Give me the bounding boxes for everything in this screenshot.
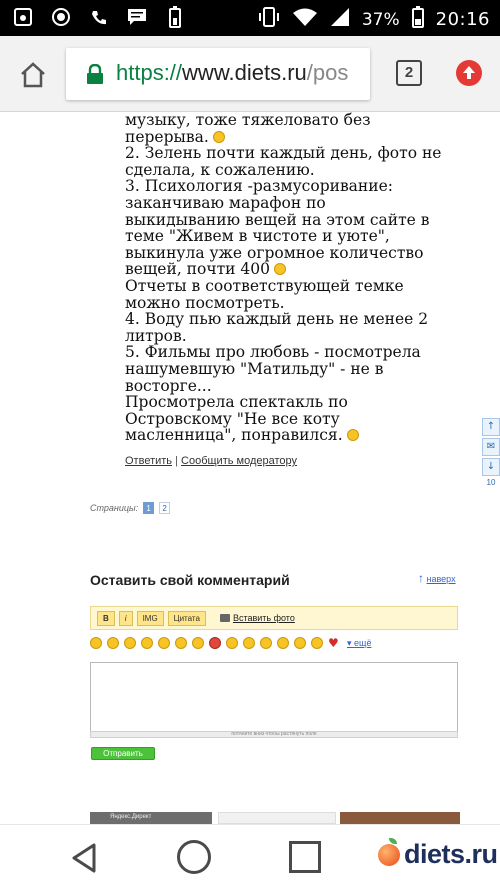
camera-icon [50,6,72,28]
smiley-icon[interactable] [107,637,119,649]
smile-smiley-icon [347,429,359,441]
scroll-down-icon[interactable]: ↓ [482,458,500,476]
url-host: www.diets.ru [182,60,307,85]
more-smileys-label: ещё [354,637,372,648]
back-to-top-link[interactable] [418,571,456,585]
ad-block[interactable]: Яндекс.Директ [90,812,212,824]
smiley-icon[interactable] [243,637,255,649]
post-line: литров. [125,326,187,345]
wifi-icon [292,7,318,32]
post-line: заканчиваю марафон по [125,193,326,212]
post-body [125,112,455,444]
ad-block[interactable] [340,812,460,824]
smiley-icon[interactable] [226,637,238,649]
smiley-icon[interactable] [90,637,102,649]
post-line [125,261,455,278]
scroll-up-icon[interactable]: ↑ [482,418,500,436]
url-path: /pos [306,60,349,85]
gallery-icon [12,6,34,28]
signal-icon [330,7,350,32]
recent-apps-icon[interactable] [289,841,321,873]
grin-smiley-icon [213,131,225,143]
smiley-picker [90,637,371,649]
editor-toolbar [90,606,458,630]
arrow-up-icon: ↑ [418,571,424,585]
post-line [125,427,455,444]
ad-block[interactable] [218,812,336,824]
heart-icon[interactable]: ♥ [328,636,339,650]
post-actions [125,455,297,467]
tab-switcher-button[interactable]: 2 [396,60,422,86]
home-circle-icon[interactable] [177,840,211,874]
browser-toolbar [0,36,500,112]
wink-smiley-icon [274,263,286,275]
smiley-icon[interactable] [175,637,187,649]
kiss-smiley-icon[interactable] [209,637,221,649]
post-line [125,129,455,146]
notification-icons [12,6,186,28]
smiley-icon[interactable] [192,637,204,649]
insert-photo-link[interactable] [220,613,295,623]
post-line: выкинула уже огромное количество [125,243,424,262]
lock-icon [86,64,104,84]
pagination [90,502,170,514]
post-line: выкидыванию вещей на этом сайте в [125,210,430,229]
post-line: теме "Живем в чистоте и уюте", [125,227,390,246]
quote-button[interactable]: Цитата [168,611,206,626]
italic-button[interactable]: i [119,611,133,626]
camera-icon [220,614,230,622]
page-link[interactable]: 2 [159,502,170,514]
system-status [258,6,490,33]
clock: 20:16 [435,9,490,30]
smiley-icon[interactable] [124,637,136,649]
post-line: 2. Зелень почти каждый день, фото не [125,144,442,163]
insert-photo-label: Вставить фото [232,613,295,623]
vibrate-icon [258,6,280,33]
post-line-text: вещей, почти 400 [125,260,270,279]
battery-percent: 37% [361,9,400,30]
report-moderator-link[interactable]: Сообщить модератору [181,455,298,467]
post-line-text: перерыва. [125,127,209,146]
smiley-icon[interactable] [311,637,323,649]
missed-call-icon [88,6,110,28]
smiley-icon[interactable] [158,637,170,649]
page-link-current[interactable]: 1 [143,502,154,514]
home-icon[interactable] [18,60,48,90]
post-line: 4. Воду пью каждый день не менее 2 [125,310,429,329]
brand-name: diets.ru [404,839,498,869]
post-line: Отчеты в соответствующей темке [125,276,404,295]
smiley-icon[interactable] [277,637,289,649]
post-line: музыку, тоже тяжеловато без [125,111,371,129]
side-widgets [482,418,500,487]
status-bar [0,0,500,36]
url-text [116,60,348,86]
more-smileys-link[interactable]: ▾ ещё [347,637,372,648]
smiley-icon[interactable] [294,637,306,649]
share-icon[interactable]: ✉ [482,438,500,456]
comment-textarea[interactable] [90,662,458,736]
diets-logo [378,839,498,870]
link-separator: | [175,455,178,467]
update-icon[interactable] [456,60,482,86]
image-button[interactable]: IMG [137,611,164,626]
url-scheme: https:// [116,60,183,85]
post-line: 5. Фильмы про любовь - посмотрела [125,343,421,362]
post-line: можно посмотреть. [125,293,285,312]
smiley-icon[interactable] [260,637,272,649]
battery-icon [412,6,424,33]
address-bar[interactable] [66,48,370,100]
back-icon[interactable] [68,841,102,875]
reply-link[interactable]: Ответить [125,455,173,467]
post-line: сделала, к сожалению. [125,160,315,179]
navigation-bar [0,824,500,888]
post-line: нашумевшую "Матильду" - не в [125,359,384,378]
submit-button[interactable]: Отправить [91,747,155,760]
apple-logo-icon [378,844,400,866]
smiley-icon[interactable] [141,637,153,649]
back-to-top-label: наверх [426,574,456,584]
post-line: 3. Психология -размусоривание: [125,177,393,196]
bold-button[interactable]: B [97,611,115,626]
post-line: восторге... [125,376,212,395]
comment-form-title: Оставить свой комментарий [90,572,290,588]
pagination-label: Страницы: [90,503,139,513]
textarea-resize-handle[interactable]: потяните вниз чтобы растянуть поле [90,731,458,738]
post-line-text: масленница", понравился. [125,426,343,445]
message-icon [126,6,148,28]
widget-count: 10 [486,478,496,487]
post-line: Просмотрела спектакль по [125,393,348,412]
ad-strip [90,812,460,824]
battery-alert-icon [164,6,186,28]
post-line: Островскому "Не все коту [125,409,340,428]
